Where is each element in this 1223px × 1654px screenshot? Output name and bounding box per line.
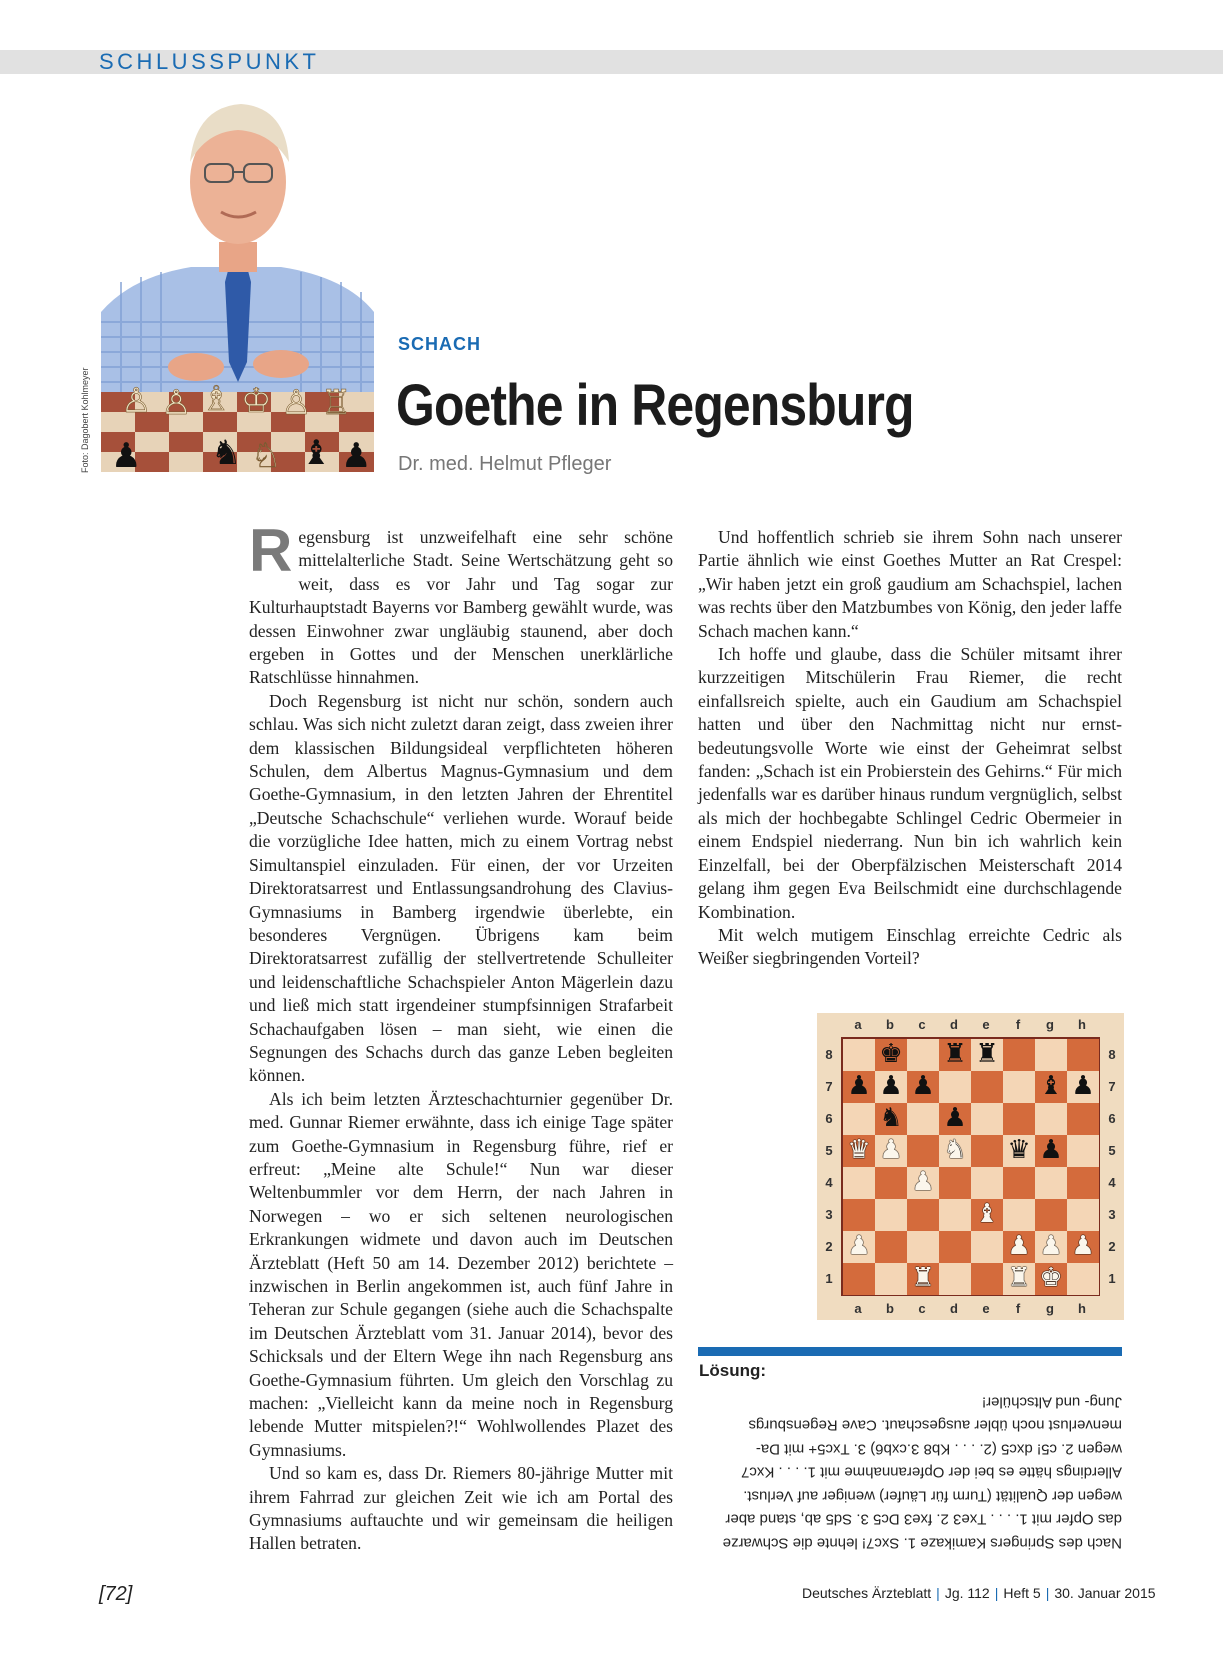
chess-diagram	[817, 1013, 1124, 1320]
board-square-f6	[1003, 1103, 1035, 1135]
black-pawn-icon: ♟	[847, 1071, 871, 1101]
article-author: Dr. med. Helmut Pfleger	[398, 453, 612, 475]
article-paragraph: Und hoffentlich schrieb sie ihrem Sohn nach unserer Partie ähnlich wie einst Goethes Mutter an Rat Crespel: „Wir haben jetzt ein groß gaudium am Schachspiel, lachen was rechts über den Matzbumbes von König, den jeder laffe Schach machen kann.“	[698, 527, 1122, 641]
svg-text:♞: ♞	[211, 433, 242, 472]
file-label-g: g	[1046, 1301, 1054, 1316]
board-square-g8	[1035, 1039, 1067, 1071]
solution-heading: Lösung:	[699, 1361, 767, 1380]
article-paragraph: Als ich beim letzten Ärzteschachturnier gegenüber Dr. med. Gunnar Riemer erwähnte, dass ich einige Tage später zum Goethe-Gymnasium in Regensburg führe, rief er erfreut: „Meine alte Schule!“ Nun war dieser Weltenbummler vor dem Herrn, der nach Jahren in Norwegen – wo er sich seltenen neurologischen Erkrankungen widmete und davon auch im Deutschen Ärzteblatt (Heft 50 am 14. Dezember 2012) berichtete – inzwischen in Berlin angekommen ist, auch fünf Jahre in Teheran zur Schule gegangen (siehe auch die Schachspalte im Deutschen Ärzteblatt vom 31. Januar 2014), bevor des Schicksals und der Eltern Wege ihn nach Regensburg ans Goethe-Gymnasium führten. Um gleich den Vorschlag zu machen: „Vielleicht kann da meine noch in Regensburg lebende Mutter mitspielen?!“ Wohlwollendes Plazet des Gymnasiums.	[249, 1088, 673, 1460]
svg-text:♗: ♗	[201, 379, 232, 419]
black-rook-icon: ♜	[943, 1039, 967, 1069]
white-knight-icon: ♞	[943, 1135, 967, 1165]
rank-label-2: 2	[825, 1239, 833, 1254]
white-bishop-icon: ♝	[975, 1199, 999, 1229]
white-pawn-icon: ♟	[1071, 1231, 1095, 1261]
board-square-d1	[939, 1263, 971, 1295]
board-square-b2	[875, 1231, 907, 1263]
file-label-d: d	[950, 1017, 958, 1032]
white-rook-icon: ♜	[1007, 1263, 1031, 1293]
rank-label-4: 4	[1108, 1175, 1116, 1190]
file-label-h: h	[1078, 1301, 1086, 1316]
board-square-a3	[843, 1199, 875, 1231]
solution-divider	[698, 1347, 1122, 1356]
black-pawn-icon: ♟	[943, 1103, 967, 1133]
board-square-d2	[939, 1231, 971, 1263]
drop-cap: R	[249, 517, 293, 584]
rank-label-8: 8	[825, 1047, 833, 1062]
board-square-h6	[1067, 1103, 1099, 1135]
white-king-icon: ♚	[1039, 1263, 1063, 1293]
black-pawn-icon: ♟	[879, 1071, 903, 1101]
board-square-b1	[875, 1263, 907, 1295]
article-column-right	[698, 526, 1122, 971]
file-label-c: c	[918, 1017, 926, 1032]
solution-line: Nach des Springers Kamikaze 1. Sxc7! lehnte die Schwarze	[722, 1534, 1122, 1552]
board-square-e2	[971, 1231, 1003, 1263]
black-pawn-icon: ♟	[1039, 1135, 1063, 1165]
file-label-f: f	[1015, 1301, 1021, 1316]
journal-volume: Jg. 112	[944, 1585, 990, 1601]
svg-text:♙: ♙	[161, 383, 192, 423]
file-label-d: d	[950, 1301, 958, 1316]
journal-issue: Heft 5	[1003, 1585, 1041, 1601]
board-square-h8	[1067, 1039, 1099, 1071]
svg-text:♙: ♙	[121, 381, 152, 421]
article-paragraph: Ich hoffe und glaube, dass die Schüler mitsamt ihrer kurzzeitigen Mitschülerin Frau Riemer, die recht einfallsreich spielte, auch ein Gaudium am Schachspiel hatten und über den Nachmittag nicht nur ernst-bedeutungsvolle Worte wie einst der Geheimrat selbst fanden: „Schach ist ein Probierstein des Gehirns.“ Für mich jedenfalls war es darüber hinaus rundum vergnüglich, selbst als mich der hochbegabte Schlingel Cedric Obermeier in einem Endspiel niederrang. Nun bin ich wahrlich kein Einzelfall, bei der Oberpfälzischen Meisterschaft 2014 gelang ihm gegen Eva Beilschmidt eine durchschlagende Kombination.	[698, 644, 1122, 922]
solution-line: wegen der Qualität (Turm für Läufer) weniger auf Verlust.	[743, 1487, 1122, 1505]
rank-label-3: 3	[1108, 1207, 1116, 1222]
rank-label-5: 5	[1108, 1143, 1116, 1158]
file-label-g: g	[1046, 1017, 1054, 1032]
svg-text:♟: ♟	[111, 436, 142, 472]
article-column-left	[249, 517, 673, 1556]
board-square-b3	[875, 1199, 907, 1231]
board-square-h5	[1067, 1135, 1099, 1167]
board-square-c2	[907, 1231, 939, 1263]
board-square-e6	[971, 1103, 1003, 1135]
white-pawn-icon: ♟	[879, 1135, 903, 1165]
rank-label-2: 2	[1108, 1239, 1116, 1254]
board-square-f7	[1003, 1071, 1035, 1103]
board-square-h4	[1067, 1167, 1099, 1199]
board-square-c3	[907, 1199, 939, 1231]
board-square-d3	[939, 1199, 971, 1231]
svg-text:♟: ♟	[341, 436, 372, 472]
black-rook-icon: ♜	[975, 1039, 999, 1069]
board-square-g3	[1035, 1199, 1067, 1231]
journal-name: Deutsches Ärzteblatt	[802, 1585, 932, 1601]
svg-text:♖: ♖	[321, 383, 352, 423]
section-label: SCHLUSSPUNKT	[99, 49, 320, 74]
white-pawn-icon: ♟	[1007, 1231, 1031, 1261]
board-square-c5	[907, 1135, 939, 1167]
rank-label-1: 1	[1108, 1271, 1116, 1286]
rank-label-7: 7	[1108, 1079, 1116, 1094]
board-square-c6	[907, 1103, 939, 1135]
svg-text:♔: ♔	[241, 381, 272, 421]
board-square-f4	[1003, 1167, 1035, 1199]
file-label-f: f	[1015, 1017, 1021, 1032]
file-label-c: c	[918, 1301, 926, 1316]
article-paragraph: Und so kam es, dass Dr. Riemers 80-jährige Mutter mit ihrem Fahrrad zur gleichen Zeit wie ich am Portal des Gymnasiums auftauchte und wir gemeinsam die heiligen Hallen betraten.	[249, 1463, 673, 1554]
board-square-b4	[875, 1167, 907, 1199]
board-square-a6	[843, 1103, 875, 1135]
white-rook-icon: ♜	[911, 1263, 935, 1293]
board-square-h3	[1067, 1199, 1099, 1231]
author-photo	[101, 92, 374, 472]
rank-label-6: 6	[825, 1111, 833, 1126]
rank-label-8: 8	[1108, 1047, 1116, 1062]
board-square-a1	[843, 1263, 875, 1295]
file-label-a: a	[854, 1017, 862, 1032]
black-knight-icon: ♞	[879, 1103, 903, 1133]
board-square-e5	[971, 1135, 1003, 1167]
rank-label-4: 4	[825, 1175, 833, 1190]
black-pawn-icon: ♟	[1071, 1071, 1095, 1101]
board-square-f3	[1003, 1199, 1035, 1231]
article-paragraph: Regensburg ist unzweifelhaft eine sehr schöne mittelalterliche Stadt. Seine Wertschätzung geht so weit, dass es vor Jahr und Tag sogar zur Kulturhauptstadt Bayerns vor Bamberg gewählt wurde, was dessen Einwohner zwar ungläubig staunend, aber doch ergeben in Gottes und der Menschen unerklärliche Ratschlüsse hinnahmen.	[249, 517, 673, 688]
board-square-a4	[843, 1167, 875, 1199]
rank-label-5: 5	[825, 1143, 833, 1158]
svg-text:♝: ♝	[301, 433, 332, 472]
journal-date: 30. Januar 2015	[1054, 1585, 1156, 1601]
rank-label-3: 3	[825, 1207, 833, 1222]
svg-text:♙: ♙	[281, 383, 312, 423]
journal-info: Deutsches Ärzteblatt | Jg. 112 | Heft 5 | 30. Januar 2015	[802, 1585, 1156, 1601]
board-square-d7	[939, 1071, 971, 1103]
board-square-g4	[1035, 1167, 1067, 1199]
board-square-a8	[843, 1039, 875, 1071]
file-label-b: b	[886, 1017, 894, 1032]
white-pawn-icon: ♟	[911, 1167, 935, 1197]
photo-credit: Foto: Dagobert Kohlmeyer	[80, 367, 90, 473]
page-number: [72]	[99, 1583, 133, 1605]
board-square-d4	[939, 1167, 971, 1199]
white-pawn-icon: ♟	[847, 1231, 871, 1261]
file-label-e: e	[982, 1301, 990, 1316]
board-square-f8	[1003, 1039, 1035, 1071]
black-bishop-icon: ♝	[1039, 1071, 1063, 1101]
article-paragraph: Doch Regensburg ist nicht nur schön, sondern auch schlau. Was sich nicht zuletzt daran zeigt, dass zweien ihrer dem klassischen Bildungsideal verpflichteten höheren Schulen, dem Albertus Magnus-Gymnasium und dem Goethe-Gymnasium, in den letzten Jahren der Ehrentitel „Deutsche Schachschule“ verliehen wurde. Worauf beide die vorzügliche Idee hatten, mich zu einem Vortrag nebst Simultanspiel einzuladen. Für einen, der vor Urzeiten Direktoratsarrest und Entlassungsandrohung des Clavius-Gymnasiums in Bamberg irgendwie überlebte, ein besonderes Vergnügen. Übrigens kam beim Direktoratsarrest zufällig der stellvertretende Schulleiter und leidenschaftliche Schachspieler Anton Mägerlein dazu und ließ mich statt irgendeiner stumpfsinnigen Strafarbeit Schachaufgaben lösen – man sieht, wie einen die Segnungen des Schachs durch das ganze Leben begleiten können.	[249, 690, 673, 1086]
board-square-g6	[1035, 1103, 1067, 1135]
board-square-e7	[971, 1071, 1003, 1103]
rank-label-7: 7	[825, 1079, 833, 1094]
rank-label-6: 6	[1108, 1111, 1116, 1126]
board-square-e4	[971, 1167, 1003, 1199]
chess-board	[841, 1037, 1100, 1296]
rank-label-1: 1	[825, 1271, 833, 1286]
file-label-a: a	[854, 1301, 862, 1316]
article-kicker: SCHACH	[398, 334, 482, 354]
solution-line: Allerdings hätte es bei der Opferannahme mit 1. . . . Kxc7	[740, 1464, 1122, 1481]
solution-line: das Opfer mit 1. . . . Txe3 2. fxe3 Dc5 3. Sd5 ab, stand aber	[725, 1511, 1122, 1528]
black-pawn-icon: ♟	[911, 1071, 935, 1101]
white-pawn-icon: ♟	[1039, 1231, 1063, 1261]
black-king-icon: ♚	[879, 1039, 903, 1069]
svg-text:♘: ♘	[251, 436, 282, 472]
article-title: Goethe in Regensburg	[396, 373, 914, 438]
solution-line: wegen 2. c5! dxc5 (2. . . . Kb8 3.cxb6) 3. Txc5+ mit Da-	[755, 1440, 1122, 1458]
solution-text-upside-down	[698, 1390, 1122, 1555]
file-label-h: h	[1078, 1017, 1086, 1032]
black-queen-icon: ♛	[1007, 1135, 1031, 1165]
file-label-b: b	[886, 1301, 894, 1316]
solution-line: menverlust noch übler ausgeschaut. Cave Regensburgs	[748, 1417, 1122, 1434]
board-square-c8	[907, 1039, 939, 1071]
white-queen-icon: ♛	[847, 1135, 871, 1165]
board-square-h1	[1067, 1263, 1099, 1295]
board-square-e1	[971, 1263, 1003, 1295]
article-paragraph: Mit welch mutigem Einschlag erreichte Cedric als Weißer siegbringenden Vorteil?	[698, 924, 1122, 969]
solution-line: Jung- und Altschüler!	[981, 1393, 1122, 1411]
file-label-e: e	[982, 1017, 990, 1032]
